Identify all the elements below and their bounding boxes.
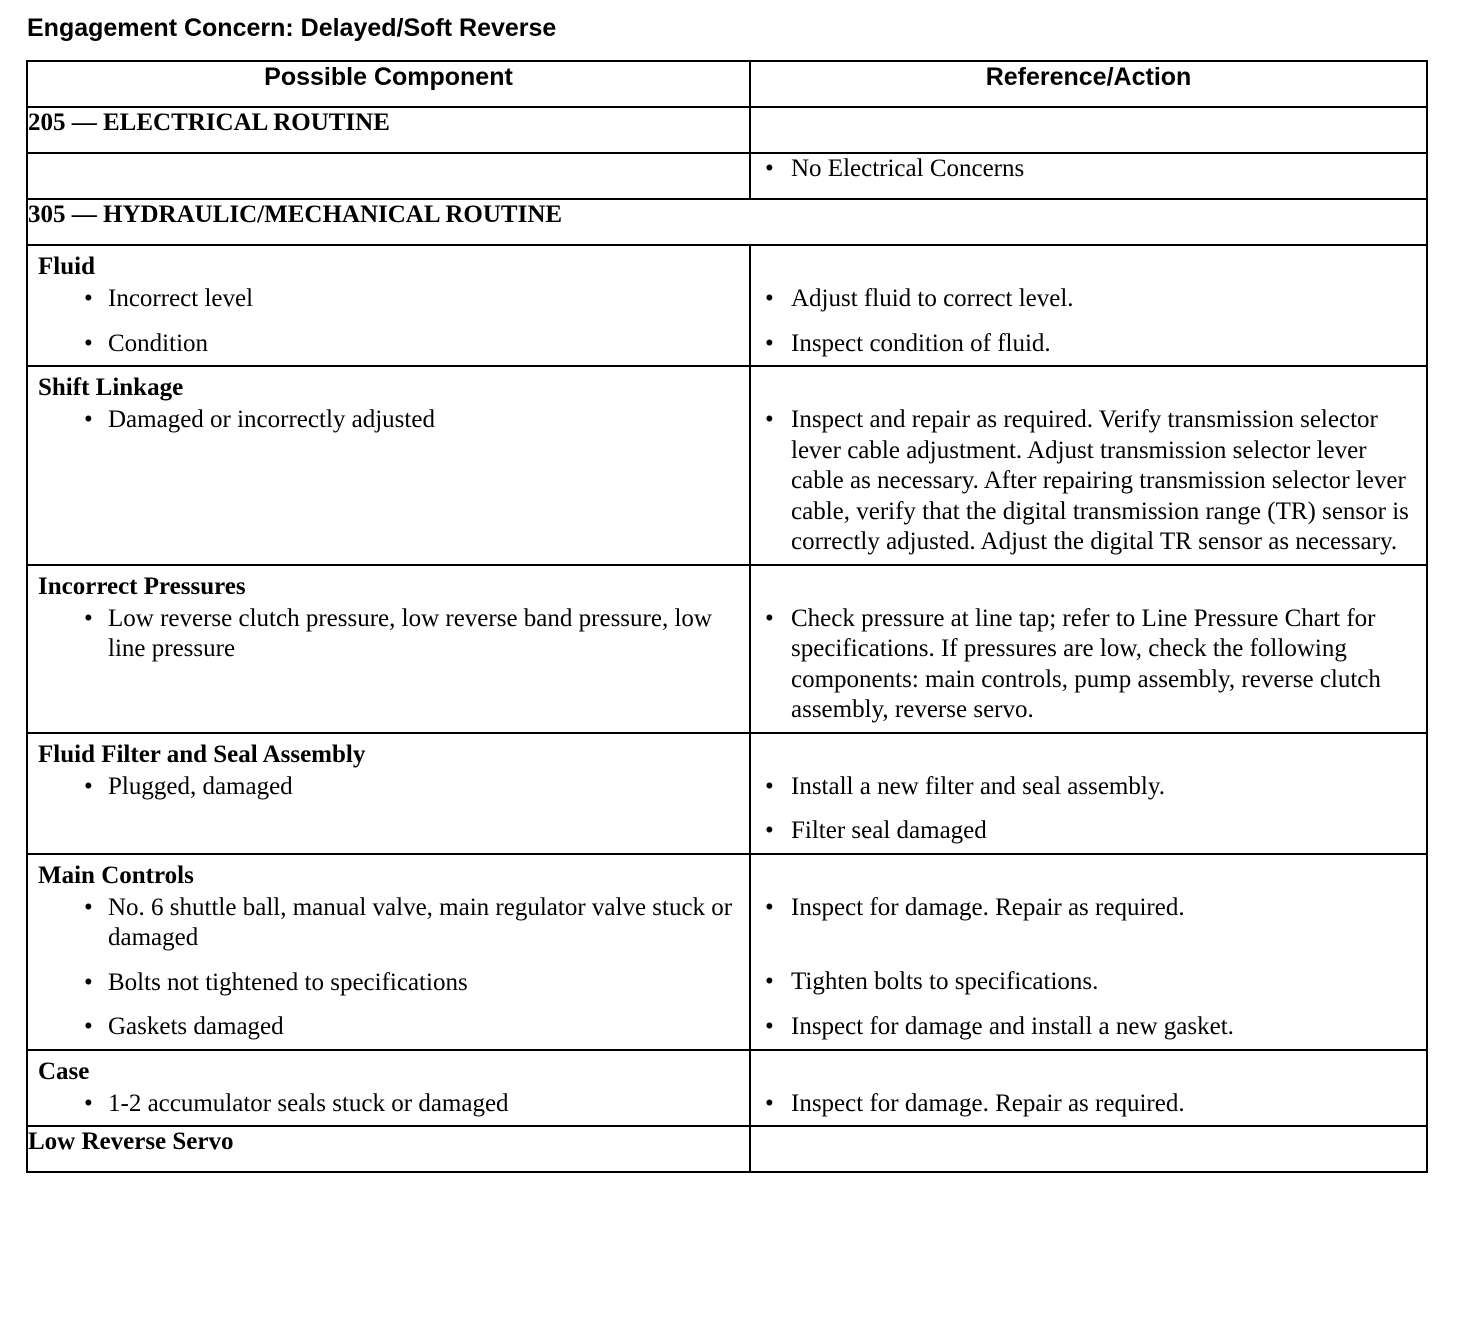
- column-header-component: Possible Component: [27, 61, 750, 107]
- group-row-main-controls: [27, 854, 1427, 1050]
- bullet-icon: •: [84, 1013, 93, 1040]
- group-heading: Low Reverse Servo: [27, 1126, 750, 1172]
- action-item: [751, 893, 1426, 924]
- component-text: Low reverse clutch pressure, low reverse band pressure, low line pressure: [108, 604, 712, 662]
- group-row-fluid: [27, 245, 1427, 366]
- header-row: [27, 61, 1427, 107]
- component-item: [28, 284, 749, 315]
- bullet-icon: •: [765, 406, 774, 433]
- action-text: Tighten bolts to specifications.: [791, 968, 1099, 995]
- routine-205-empty-cell: [750, 107, 1427, 153]
- page-title: Engagement Concern: Delayed/Soft Reverse: [27, 14, 557, 42]
- routine-205-row: [27, 107, 1427, 153]
- bullet-icon: •: [765, 1012, 774, 1040]
- component-item: [28, 604, 749, 665]
- action-item: [751, 405, 1426, 558]
- action-text: Inspect and repair as required. Verify transmission selector lever cable adjustment. Adjust transmission selector lever cable as necessary. After repairing transmission selector lever cable, verify that the digital transmission range (TR) sensor is correctly adjusted. Adjust the digital TR sensor as necessary.: [791, 406, 1409, 555]
- component-cell: [27, 245, 750, 366]
- action-item: [751, 816, 1426, 847]
- action-text: Check pressure at line tap; refer to Line Pressure Chart for specifications. If pressures are low, check the following components: main controls, pump assembly, reverse clutch assembly, reverse servo.: [791, 604, 1381, 723]
- component-item: [28, 405, 749, 436]
- column-header-action: Reference/Action: [750, 61, 1427, 107]
- action-cell: [750, 366, 1427, 565]
- bullet-icon: •: [84, 1089, 93, 1117]
- component-item: [28, 893, 749, 954]
- action-item: [751, 329, 1426, 360]
- component-cell: [27, 1050, 750, 1127]
- component-item: [28, 329, 749, 360]
- bullet-icon: •: [84, 893, 93, 921]
- component-item: [28, 968, 749, 999]
- action-item: [751, 604, 1426, 726]
- action-item: [751, 284, 1426, 315]
- action-item: [751, 1089, 1426, 1120]
- group-heading: Main Controls: [38, 861, 194, 889]
- bullet-icon: •: [765, 155, 774, 182]
- action-text: Inspect for damage and install a new gasket.: [791, 1012, 1234, 1040]
- group-row-incorrect-pressures: [27, 565, 1427, 733]
- action-text: Inspect for damage. Repair as required.: [791, 1089, 1185, 1117]
- component-text: Incorrect level: [108, 285, 254, 312]
- bullet-item: [751, 154, 1426, 185]
- action-text: Adjust fluid to correct level.: [791, 285, 1074, 312]
- action-cell: [750, 733, 1427, 854]
- diagnosis-table: [26, 60, 1428, 1173]
- action-item: [751, 1012, 1426, 1043]
- bullet-icon: •: [84, 329, 93, 357]
- component-text: Gaskets damaged: [108, 1013, 284, 1040]
- routine-305-row: [27, 199, 1427, 245]
- action-cell: [750, 854, 1427, 1050]
- routine-305-label: 305 — HYDRAULIC/MECHANICAL ROUTINE: [27, 199, 1427, 245]
- component-text: Plugged, damaged: [108, 772, 293, 800]
- component-text: Bolts not tightened to specifications: [108, 968, 468, 996]
- bullet-icon: •: [84, 772, 93, 800]
- action-text: Install a new filter and seal assembly.: [791, 772, 1165, 800]
- bullet-icon: •: [765, 893, 774, 921]
- bullet-icon: •: [765, 1089, 774, 1117]
- component-text: Condition: [108, 329, 209, 357]
- bullet-icon: •: [765, 772, 774, 800]
- bullet-icon: •: [84, 406, 93, 433]
- component-cell: [27, 854, 750, 1050]
- bullet-icon: •: [84, 285, 93, 312]
- bullet-icon: •: [84, 968, 93, 996]
- action-text: Inspect condition of fluid.: [791, 329, 1051, 357]
- action-cell: [750, 245, 1427, 366]
- component-item: [28, 1089, 749, 1120]
- bullet-icon: •: [765, 968, 774, 995]
- action-item: [751, 967, 1426, 998]
- empty-cell: [27, 153, 750, 199]
- group-heading: Fluid: [38, 253, 95, 280]
- bullet-icon: •: [765, 329, 774, 357]
- component-item: [28, 772, 749, 803]
- component-text: 1-2 accumulator seals stuck or damaged: [108, 1089, 509, 1117]
- component-text: No. 6 shuttle ball, manual valve, main regulator valve stuck or damaged: [108, 893, 733, 951]
- group-heading: Incorrect Pressures: [38, 572, 246, 600]
- electrical-action-cell: [750, 153, 1427, 199]
- bullet-icon: •: [765, 817, 774, 844]
- electrical-concerns-row: [27, 153, 1427, 199]
- bullet-icon: •: [84, 604, 93, 632]
- group-heading: Case: [38, 1057, 90, 1085]
- action-item: [751, 772, 1426, 803]
- routine-205-label: 205 — ELECTRICAL ROUTINE: [27, 107, 750, 153]
- action-cell: [750, 565, 1427, 733]
- group-row-case: [27, 1050, 1427, 1127]
- empty-cell: [750, 1126, 1427, 1172]
- group-row-shift-linkage: [27, 366, 1427, 565]
- action-text: No Electrical Concerns: [791, 155, 1025, 182]
- component-cell: [27, 565, 750, 733]
- bullet-icon: •: [765, 604, 774, 632]
- bullet-icon: •: [765, 285, 774, 312]
- action-cell: [750, 1050, 1427, 1127]
- component-text: Damaged or incorrectly adjusted: [108, 406, 435, 433]
- group-row-low-reverse-servo: [27, 1126, 1427, 1172]
- component-cell: [27, 733, 750, 854]
- component-cell: [27, 366, 750, 565]
- action-text: Filter seal damaged: [791, 817, 987, 844]
- action-text: Inspect for damage. Repair as required.: [791, 893, 1185, 921]
- group-row-fluid-filter: [27, 733, 1427, 854]
- component-item: [28, 1012, 749, 1043]
- group-heading: Shift Linkage: [38, 374, 184, 401]
- group-heading: Fluid Filter and Seal Assembly: [38, 740, 366, 768]
